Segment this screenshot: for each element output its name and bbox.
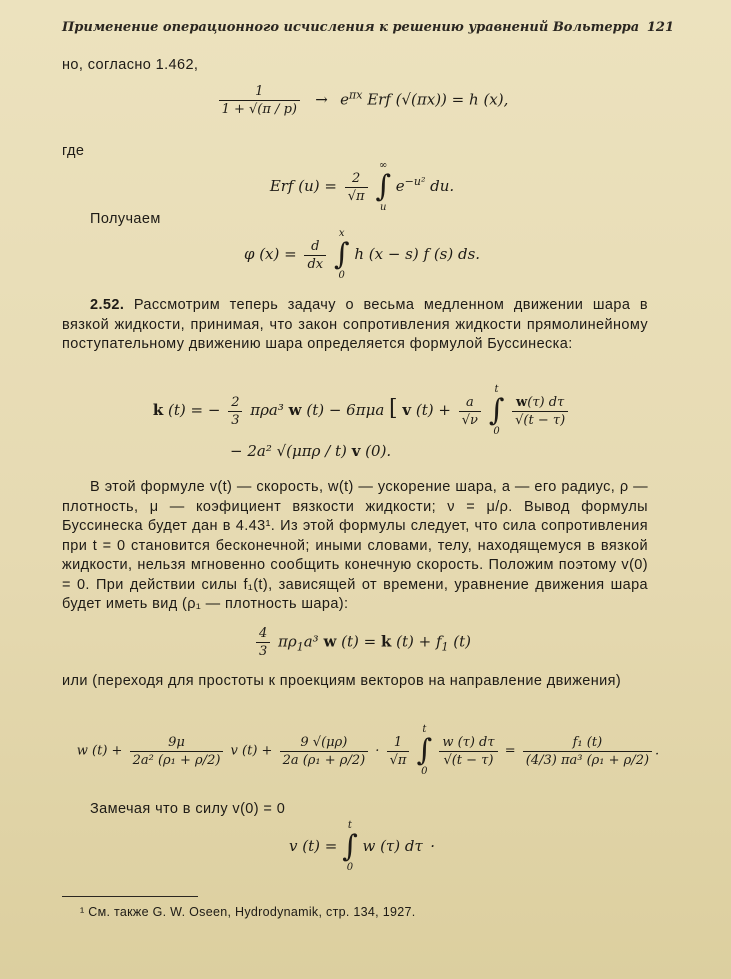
equation-motion-scalar: w (t) + $\frac{9\mu}{\text{2a² (ρ₁ + ρ/2)}}$ v (t) + $\frac{9 √(\mu\rho)}{\text{2a (ρ₁ + ρ/2)}}$ · $\frac{1}{√\pi}$ t ∫ 0 $\frac{w (\tau) d\tau}{√(t - \tau)}$ = $\frac{\text{f₁ (t)}}{\text{(4/3) πa³ (ρ₁ + ρ/2)}}$ . (76, 724, 660, 777)
page-number: 121 (646, 20, 674, 35)
footnote: ¹ См. также G. W. Oseen, Hydrodynamik, стр. 134, 1927. (80, 905, 416, 919)
footnote-rule (62, 896, 198, 897)
equation-laplace-pair: $\frac{1}{1 + √(\pi / p)}$ → $e^{\pi x}$ Erf (√(πx)) = h (x), (62, 84, 662, 117)
paragraph-noting: Замечая что в силу v(0) = 0 (90, 801, 286, 817)
paragraph-definitions-b: Вывод формулы Буссинеска будет дан в 4.43¹. Из этой формулы следует, что сила сопротивления при t = 0 становится бесконечной; иными словами, телу, находящемуся в вязкой жидкости, нельзя мгновенно сообщить конечную скорость. Положим поэтому v(0) = 0. При действии силы f₁(t), зависящей от времени, уравнение движения шара будет иметь вид (ρ₁ — плотность шара): (62, 498, 649, 612)
equation-erf: Erf (u) = $\frac{2}{√\pi}$ ∞ ∫ u $e^{-u^2}$ du. (269, 160, 455, 213)
paragraph-projection: или (переходя для простоты к проекциям векторов на направление движения) (62, 673, 622, 689)
header-title: Применение операционного исчисления к решению уравнений Вольтерра (62, 20, 640, 35)
equation-boussinesq-cont: − 2a² √(μπρ / t) v (0). (230, 442, 392, 460)
equation-velocity-integral: v (t) = t ∫ 0 w (τ) dτ · (288, 820, 436, 873)
paragraph-definitions (62, 478, 648, 615)
we-get-line: Получаем (90, 211, 161, 227)
running-header (62, 20, 674, 35)
paragraph-2-52-text: Рассмотрим теперь задачу о весьма медленном движении шара в вязкой жидкости, принимая, что закон сопротивления жидкости прямолинейному поступательному движению шара определяется формулой Буссинеска: (62, 297, 648, 352)
section-number: 2.52. (90, 297, 125, 313)
equation-boussinesq: k (t) = − $\frac{2}{3}$ πρa³ w (t) − 6πμa [ v (t) + $\frac{a}{√\nu}$ t ∫ 0 $\frac{w(\tau) d\tau}{√(t - \tau)}$ (62, 384, 662, 438)
intro-line: но, согласно 1.462, (62, 57, 199, 73)
equation-motion-vector: $\frac{4}{3}$ $\pi\rho_1a^3$ w (t) = k $(t) + f_1$ (t) (62, 626, 662, 659)
equation-phi: φ (x) = $\frac{d}{dx}$ x ∫ 0 h (x − s) f (s) ds. (243, 228, 481, 281)
where-line: где (62, 143, 85, 159)
paragraph-2-52 (62, 296, 648, 355)
paragraph-definitions-a: В этой формуле v(t) — скорость, w(t) — ускорение шара, a — его радиус, ρ — плотность, μ — коэфициент вязкости жидкости; ν = μ/ρ. (62, 479, 648, 515)
